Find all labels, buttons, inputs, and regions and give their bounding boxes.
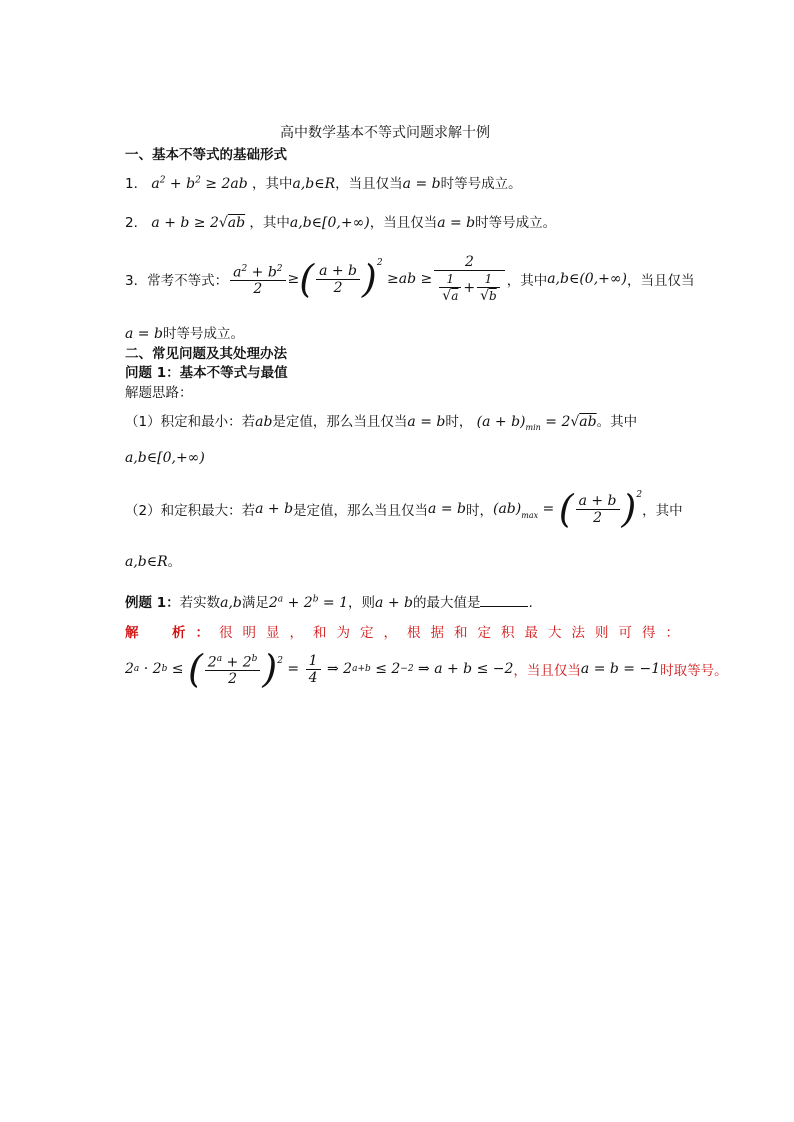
solution-end: 时取等号。 [660,663,728,679]
text-where: ，其中 [249,215,290,231]
text-question: 的最大值是 [412,595,481,611]
equality-condition: a = b [125,326,163,342]
fixed-expression: a + b [255,501,294,517]
section1-heading: 一、基本不等式的基础形式 [125,147,287,163]
rule-2-domain-line [125,550,181,570]
text-where: ，其中 [506,273,548,289]
item-number: 3． [125,273,148,289]
text-mid: 是定值，那么当且仅当 [272,414,408,430]
solution-label: 解 析： [125,625,219,641]
solution-intro [125,621,689,641]
equality-condition: a = b [407,414,446,430]
item-label: 常考不等式： [147,273,229,289]
solution-condition-text: ，当且仅当 [513,663,581,679]
text-satisfy: 满足 [241,595,269,611]
rule-sum-fixed [125,486,683,532]
rule-1-domain: a,b∈[0,+∞) [125,450,205,466]
solution-equality: a = b = −1 [580,661,661,677]
fixed-expression: ab [255,414,273,430]
item-number: 1． [125,176,148,192]
equality-condition: a = b [402,176,441,192]
page-title: 高中数学基本不等式问题求解十例 [280,125,490,141]
formula-mean-chain: $\frac{a^2 + b^2}{2}$ ≥ ( $\frac{a + b}{2}$ ) $^2$ ≥ ab ≥ 2 $\frac{1}{√a}$ + $\frac{1}{√b}$ [228,254,507,304]
text-when: 时， [466,503,493,519]
item-number: 2． [125,215,148,231]
solution-derivation [125,642,728,696]
example-1 [125,591,533,611]
formula-am-gm-squares: $a^2 + b^2 \ge 2ab$ [151,175,248,192]
text-given: 若实数 [179,595,221,611]
variable-domain: a,b∈R [292,176,336,192]
text-end: 时等号成立。 [440,176,522,192]
variable-domain: a,b∈(0,+∞) [547,271,627,287]
answer-blank[interactable] [480,594,528,607]
text-tail: ，其中 [642,503,683,519]
rule-product-fixed [125,410,637,432]
inequality-item-3 [125,247,695,311]
example-label: 例题 1： [125,595,180,611]
solution-text: 很明显，和为定，根据和定积最大法则可得： [219,625,689,641]
formula-max-product: (ab) max = ( $\frac{a + b}{2}$ ) $^2$ [493,487,643,531]
item-3-continuation [125,322,244,342]
text-condition: ，当且仅当 [335,176,403,192]
text-then: ，则 [348,595,376,611]
text-mid: 是定值，那么当且仅当 [293,503,429,519]
rule-label: （2）和定积最大：若 [125,503,256,519]
text-end: 。 [167,554,182,570]
rule-label: （1）积定和最小：若 [125,414,256,430]
inequality-item-1 [125,172,522,192]
example-condition: $2^a + 2^b = 1$ [268,594,349,611]
problem1-heading: 问题 1：基本不等式与最值 [125,365,288,381]
equality-condition: a = b [428,501,466,517]
section2-heading: 二、常见问题及其处理办法 [125,346,287,362]
example-variables: a,b [220,595,242,611]
text-condition: ，当且仅当 [369,215,438,231]
text-end: . [528,595,533,611]
text-when: 时， [445,414,473,430]
text-tail: 。其中 [596,414,638,430]
text-condition: ，当且仅当 [627,273,695,289]
equality-condition: a = b [437,215,476,231]
example-expression: a + b [375,595,413,611]
solution-formula: 2 a · 2 b ≤ ( $\frac{2^a + 2^b}{2}$ ) $^2$ = $\frac{1}{4}$ ⇒ 2 a+b ≤ 2 −2 ⇒ a + b ≤ −2 [125,647,514,691]
text-where: ，其中 [251,176,293,192]
text-end: 时等号成立。 [475,215,557,231]
variable-domain: a,b∈[0,+∞) [289,215,370,231]
rule-2-domain: a,b∈R [125,554,168,570]
inequality-item-2 [125,211,556,231]
solving-idea-label: 解题思路： [125,385,193,401]
formula-am-gm-sqrt: a + b ≥ 2√ab [151,215,246,231]
text-end: 时等号成立。 [162,326,244,342]
formula-min-sum: $(a + b)_{min} = 2√ab$ [476,414,597,432]
